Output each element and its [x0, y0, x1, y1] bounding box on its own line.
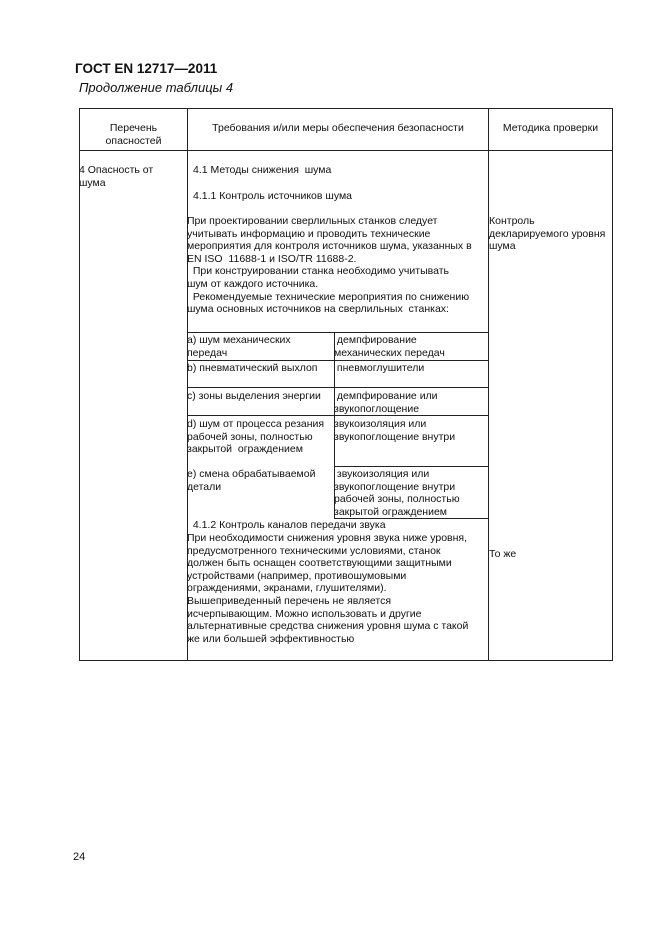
table-header-bottom-border — [79, 150, 613, 151]
noise-source-d: d) шум от процесса резания рабочей зоны, полностью закрытой ограждением — [187, 418, 325, 456]
inner-row-divider — [187, 360, 488, 361]
section-noise-reduction-methods: 4.1 Методы снижения шума — [193, 164, 332, 176]
noise-source-b: b) пневматический выхлоп — [187, 362, 318, 374]
noise-source-paragraph: При проектировании сверлильных станков следует учитывать информацию и проводить технические мероприятия для контроля источников шума, указанных в EN ISO 11688-1 и ISO/TR 11688-2. При конструировании станка необходимо учитывать шум от каждого источника. Рекомендуемые технические мероприятия по снижению шума основных источников на сверлильных станках: — [187, 215, 472, 316]
sound-path-paragraph: При необходимости снижения уровня звука ниже уровня, предусмотренного техническими условиями, станок должен быть оснащен соответствующими защитными устройствами (например, противошумовыми ограждениями, экранами, глушителями). Вышеприведенный перечень не является исчерпывающим. Можно использовать и другие альтернативные средства снижения уровня шума с такой же или большей эффективностью — [187, 532, 469, 645]
inner-row-divider — [187, 387, 488, 388]
noise-measure-e: звукоизоляция или звукопоглощение внутри рабочей зоны, полностью закрытой ограждением — [334, 468, 460, 518]
verification-method-noise-level: Контроль декларируемого уровня шума — [489, 215, 606, 253]
table-right-border — [612, 108, 613, 661]
inner-row-divider — [334, 466, 488, 467]
column-header-hazards: Перечень опасностей — [105, 122, 162, 147]
table-continuation-caption: Продолжение таблицы 4 — [79, 80, 234, 95]
hazard-noise: 4 Опасность от шума — [79, 164, 154, 189]
table-left-border — [79, 108, 80, 661]
noise-measure-c: демпфирование или звукопоглощение — [334, 390, 438, 415]
column-divider-2 — [488, 108, 489, 661]
table-bottom-border — [79, 660, 613, 661]
verification-method-same: То же — [489, 548, 517, 560]
subsection-sound-path-control: 4.1.2 Контроль каналов передачи звука — [187, 519, 386, 531]
noise-measure-a: демпфирование механических передач — [334, 334, 445, 359]
noise-source-a: a) шум механических передач — [187, 334, 291, 359]
inner-table-top-border — [187, 332, 488, 333]
standard-designation: ГОСТ EN 12717—2011 — [75, 61, 218, 76]
noise-source-c: c) зоны выделения энергии — [187, 390, 321, 402]
noise-measure-d: звукоизоляция или звукопоглощение внутри — [334, 418, 456, 443]
page-number: 24 — [73, 851, 86, 863]
noise-source-e: e) смена обрабатываемой детали — [187, 468, 316, 493]
column-header-requirements: Требования и/или меры обеспечения безопасности — [212, 122, 464, 134]
subsection-noise-source-control: 4.1.1 Контроль источников шума — [193, 190, 353, 202]
noise-measure-b: пневмоглушители — [334, 362, 425, 374]
table-top-border — [79, 108, 613, 109]
column-header-verification: Методика проверки — [502, 122, 599, 134]
